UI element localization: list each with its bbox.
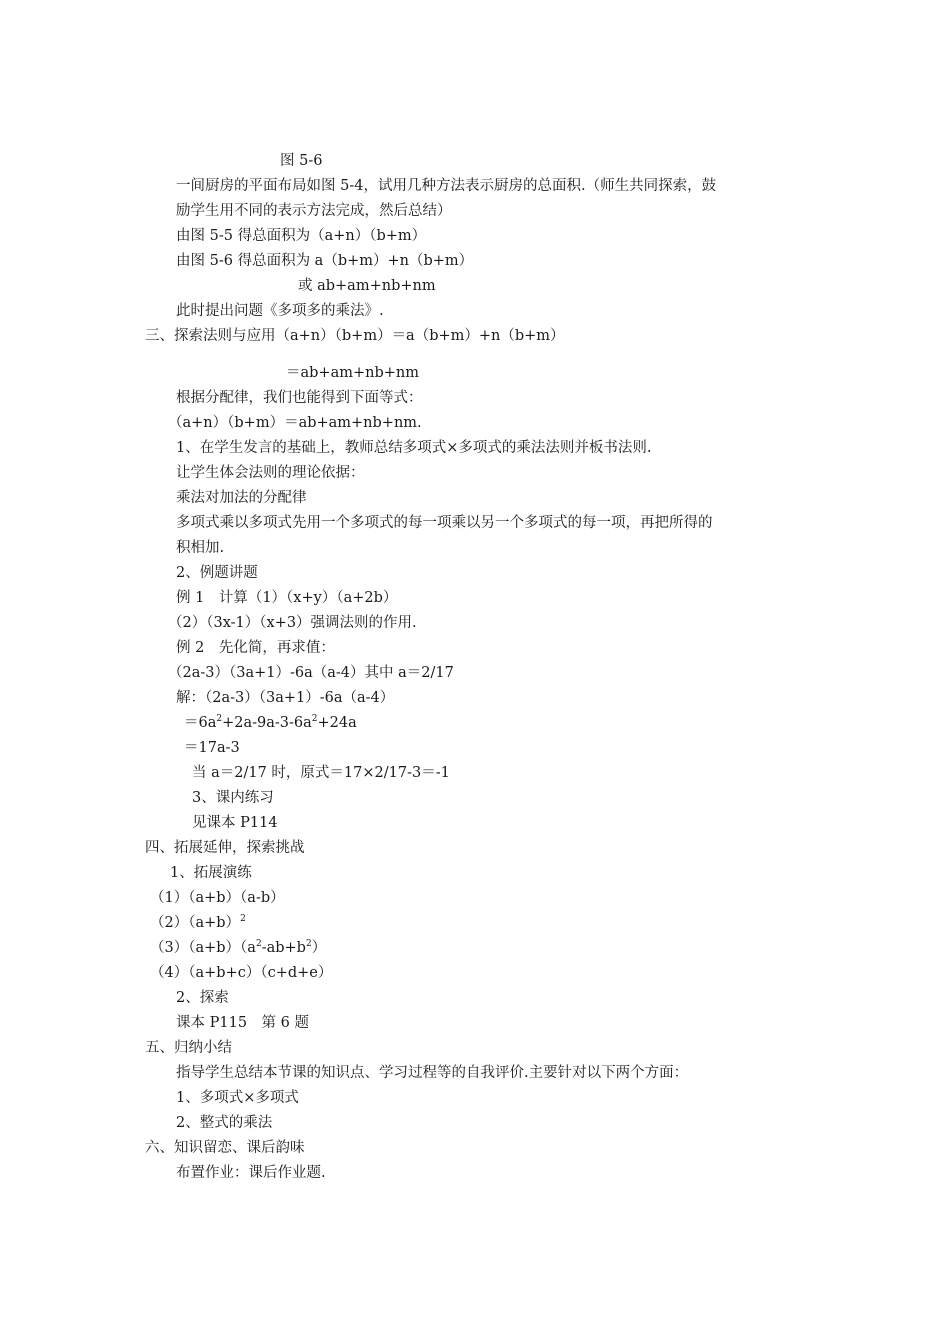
example-line: （2）（3x-1）（x+3）强调法则的作用. [168,615,417,631]
paragraph-line: 2、整式的乘法 [176,1115,273,1131]
paragraph-line: 励学生用不同的表示方法完成，然后总结） [176,203,452,219]
paragraph-line: 布置作业：课后作业题. [176,1165,326,1181]
exercise-line: $(2)(a+b)^2$ [150,914,246,931]
figure-caption: 图 5-6 [280,153,323,169]
paragraph-line: 一间厨房的平面布局如图 5-4，试用几种方法表示厨房的总面积.（师生共同探索，鼓 [176,178,717,194]
paragraph-line: 多项式乘以多项式先用一个多项式的每一项乘以另一个多项式的每一项，再把所得的 [176,515,713,531]
paragraph-line: 2、例题讲题 [176,565,258,581]
paragraph-line: 积相加. [176,540,225,556]
example-line: （2a-3）（3a+1）-6a（a-4）其中 a＝2/17 [168,665,454,681]
equation-line: （a+n）（b+m）＝ab+am+nb+nm. [168,415,422,431]
example-line: 例 1 计算（1）（x+y）（a+2b） [176,590,398,606]
paragraph-line: 乘法对加法的分配律 [176,490,307,506]
paragraph-line: 2、探索 [176,990,229,1006]
paragraph-line: 见课本 P114 [192,815,278,831]
paragraph-line: 或 ab+am+nb+nm [298,278,436,294]
solution-line: $=6a^2+2a-9a-3-6a^2+24a$ [184,714,357,731]
paragraph-line: 由图 5-6 得总面积为 a（b+m）+n（b+m） [176,253,474,269]
exercise-line: $(3)(a+b)(a^2-ab+b^2)$ [150,939,327,956]
solution-line: 当 a＝2/17 时，原式＝17×2/17-3＝-1 [192,765,450,781]
exercise-line: （4）（a+b+c）（c+d+e） [150,965,333,981]
paragraph-line: 根据分配律，我们也能得到下面等式： [176,390,423,406]
paragraph-line: 1、多项式×多项式 [176,1090,299,1106]
equation-line: ＝ab+am+nb+nm [286,365,419,381]
solution-line: ＝17a-3 [184,740,240,756]
paragraph-line: 1、在学生发言的基础上，教师总结多项式×多项式的乘法法则并板书法则. [176,440,652,456]
section-heading-6: 六、知识留恋、课后韵味 [145,1140,305,1156]
exercise-line: （1）（a+b）（a-b） [150,890,285,906]
paragraph-line: 课本 P115 第 6 题 [176,1015,309,1031]
solution-line: 解：（2a-3）（3a+1）-6a（a-4） [176,690,395,706]
section-heading-4: 四、拓展延伸，探索挑战 [145,840,305,856]
paragraph-line: 1、拓展演练 [170,865,252,881]
paragraph-line: 由图 5-5 得总面积为（a+n）（b+m） [176,228,427,244]
paragraph-line: 3、课内练习 [192,790,274,806]
section-heading-5: 五、归纳小结 [145,1040,232,1056]
section-heading-3: 三、探索法则与应用（a+n）（b+m）＝a（b+m）+n（b+m） [145,328,565,344]
paragraph-line: 让学生体会法则的理论依据： [176,465,365,481]
paragraph-line: 此时提出问题《多项多的乘法》. [176,303,384,319]
example-line: 例 2 先化简，再求值： [176,640,335,656]
paragraph-line: 指导学生总结本节课的知识点、学习过程等的自我评价.主要针对以下两个方面： [176,1065,689,1081]
